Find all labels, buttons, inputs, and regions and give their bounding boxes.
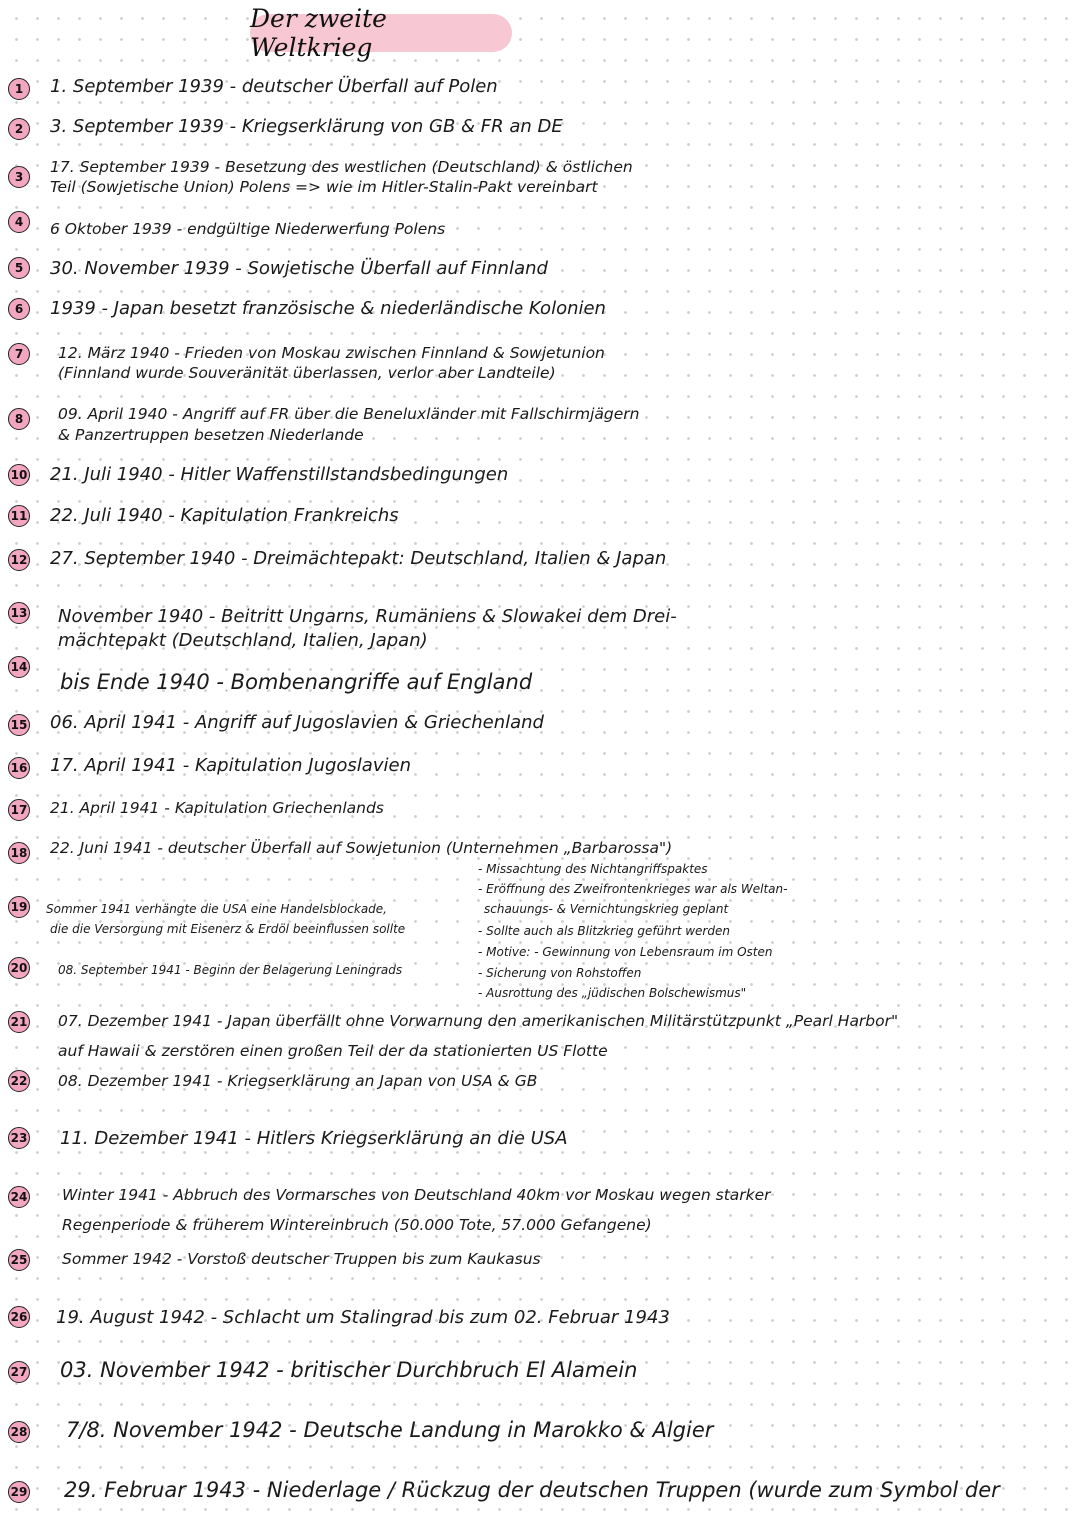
entry-number: 6 [8, 298, 30, 320]
entry-number: 28 [8, 1421, 30, 1443]
entry-line: 1. September 1939 - deutscher Überfall auf Polen [50, 76, 498, 97]
entry-number: 27 [8, 1361, 30, 1383]
entry-line: 07. Dezember 1941 - Japan überfällt ohne Vorwarnung den amerikanischen Militärstützpunkt „Pearl Harbor" [58, 1012, 899, 1030]
entry-line: 6 Oktober 1939 - endgültige Niederwerfung Polens [50, 220, 446, 238]
entry-line: Sommer 1942 - Vorstoß deutscher Truppen bis zum Kaukasus [62, 1250, 541, 1268]
note-line: - Ausrottung des „jüdischen Bolschewismus" [478, 986, 747, 1000]
entry-line: November 1940 - Beitritt Ungarns, Rumäniens & Slowakei dem Drei- [58, 606, 677, 627]
entry-number: 16 [8, 757, 30, 779]
entry-number: 8 [8, 408, 30, 430]
entry-line: auf Hawaii & zerstören einen großen Teil der da stationierten US Flotte [58, 1042, 608, 1060]
entry-number: 15 [8, 714, 30, 736]
entry-number: 19 [8, 896, 30, 918]
entry-line: mächtepakt (Deutschland, Italien, Japan) [58, 630, 428, 651]
entry-number: 11 [8, 505, 30, 527]
entry-number: 26 [8, 1306, 30, 1328]
entry-line: 22. Juni 1941 - deutscher Überfall auf Sowjetunion (Unternehmen „Barbarossa") [50, 839, 673, 857]
entry-number: 24 [8, 1186, 30, 1208]
entry-number: 5 [8, 257, 30, 279]
entry-line: 11. Dezember 1941 - Hitlers Kriegserklärung an die USA [60, 1128, 568, 1149]
entry-number: 17 [8, 799, 30, 821]
entry-number: 25 [8, 1249, 30, 1271]
entry-line: 17. April 1941 - Kapitulation Jugoslavien [50, 755, 411, 776]
entry-number: 20 [8, 957, 30, 979]
entry-line: 21. Juli 1940 - Hitler Waffenstillstandsbedingungen [50, 464, 509, 485]
entry-line: 19. August 1942 - Schlacht um Stalingrad bis zum 02. Februar 1943 [56, 1307, 670, 1328]
entry-line: 3. September 1939 - Kriegserklärung von GB & FR an DE [50, 116, 563, 137]
note-line: - Missachtung des Nichtangriffspaktes [478, 862, 708, 876]
page-title: Der zweite Weltkrieg [250, 14, 512, 52]
entry-number: 2 [8, 118, 30, 140]
entry-number: 3 [8, 166, 30, 188]
entry-line: Regenperiode & früherem Wintereinbruch (50.000 Tote, 57.000 Gefangene) [62, 1216, 652, 1234]
entry-number: 21 [8, 1011, 30, 1033]
entry-number: 18 [8, 842, 30, 864]
entry-number: 1 [8, 78, 30, 100]
entry-line: Teil (Sowjetische Union) Polens => wie im Hitler-Stalin-Pakt vereinbart [50, 178, 598, 196]
entry-number: 10 [8, 464, 30, 486]
entry-line: 12. März 1940 - Frieden von Moskau zwischen Finnland & Sowjetunion [58, 344, 605, 362]
entry-line: 27. September 1940 - Dreimächtepakt: Deutschland, Italien & Japan [50, 548, 667, 569]
note-line: - Eröffnung des Zweifrontenkrieges war als Weltan- [478, 882, 788, 896]
entry-line: bis Ende 1940 - Bombenangriffe auf England [60, 670, 533, 694]
entry-line: 30. November 1939 - Sowjetische Überfall auf Finnland [50, 258, 548, 279]
entry-line: & Panzertruppen besetzen Niederlande [58, 426, 364, 444]
entry-line: (Finnland wurde Souveränität überlassen, verlor aber Landteile) [58, 364, 556, 382]
entry-line: 1939 - Japan besetzt französische & niederländische Kolonien [50, 298, 606, 319]
entry-line: 22. Juli 1940 - Kapitulation Frankreichs [50, 505, 399, 526]
entry-number: 14 [8, 656, 30, 678]
entry-line: 21. April 1941 - Kapitulation Griechenlands [50, 799, 384, 817]
entry-line: Sommer 1941 verhängte die USA eine Handelsblockade, [46, 902, 387, 916]
entry-number: 4 [8, 211, 30, 233]
entry-number: 7 [8, 343, 30, 365]
entry-line: die die Versorgung mit Eisenerz & Erdöl beeinflussen sollte [50, 922, 406, 936]
entry-line: 06. April 1941 - Angriff auf Jugoslavien & Griechenland [50, 712, 544, 733]
entry-line: 29. Februar 1943 - Niederlage / Rückzug der deutschen Truppen (wurde zum Symbol der [64, 1478, 1000, 1502]
entry-line: 03. November 1942 - britischer Durchbruch El Alamein [60, 1358, 638, 1382]
note-line: schauungs- & Vernichtungskrieg geplant [484, 902, 729, 916]
entry-line: 08. Dezember 1941 - Kriegserklärung an Japan von USA & GB [58, 1072, 538, 1090]
entry-number: 23 [8, 1127, 30, 1149]
entry-number: 22 [8, 1070, 30, 1092]
entry-line: Winter 1941 - Abbruch des Vormarsches von Deutschland 40km vor Moskau wegen starker [62, 1186, 771, 1204]
note-line: - Motive: - Gewinnung von Lebensraum im Osten [478, 945, 773, 959]
entry-line: 7/8. November 1942 - Deutsche Landung in Marokko & Algier [66, 1418, 714, 1442]
entry-number: 13 [8, 602, 30, 624]
entry-number: 29 [8, 1481, 30, 1503]
note-line: - Sicherung von Rohstoffen [478, 966, 642, 980]
entry-number: 12 [8, 549, 30, 571]
entry-line: 09. April 1940 - Angriff auf FR über die Beneluxländer mit Fallschirmjägern [58, 405, 640, 423]
note-line: - Sollte auch als Blitzkrieg geführt werden [478, 924, 730, 938]
entry-line: 17. September 1939 - Besetzung des westlichen (Deutschland) & östlichen [50, 158, 633, 176]
entry-line: 08. September 1941 - Beginn der Belagerung Leningrads [58, 963, 403, 977]
